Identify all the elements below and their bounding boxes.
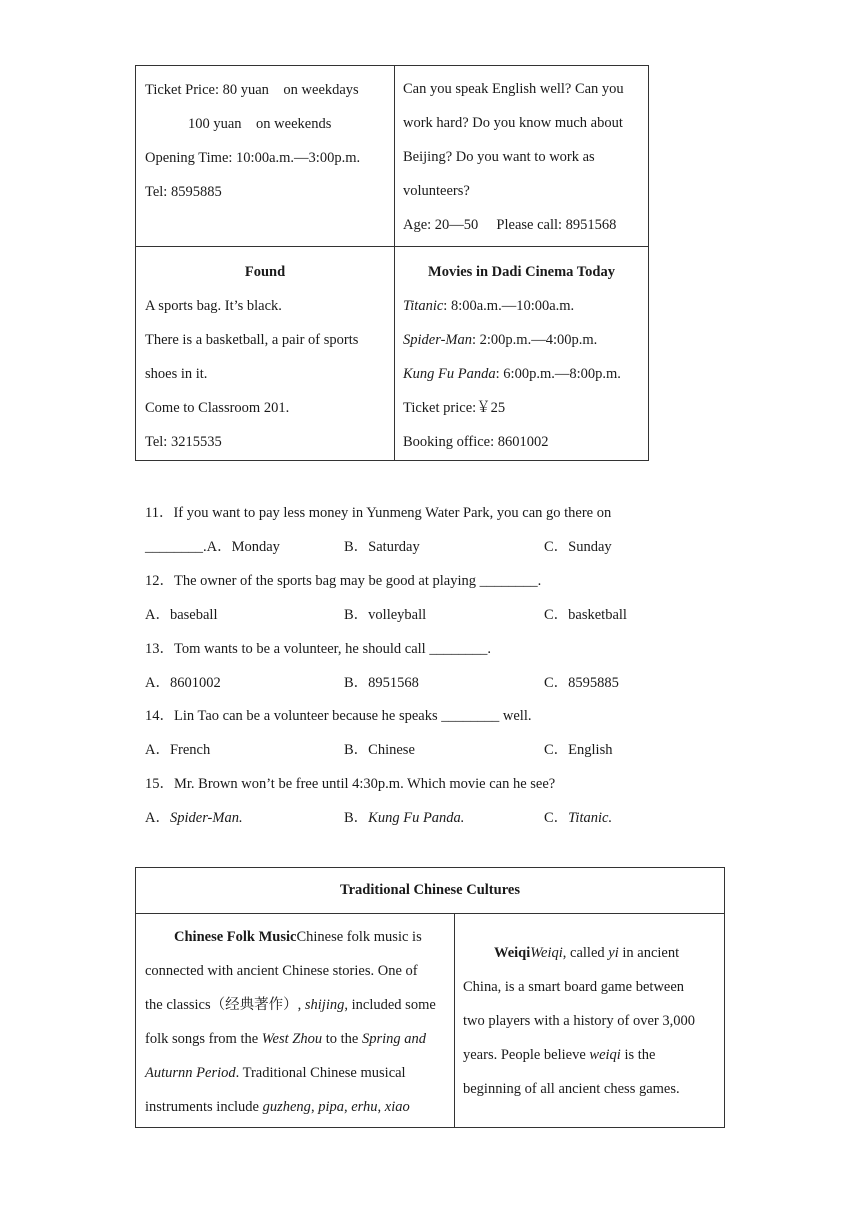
- folk-text: instruments include: [145, 1099, 263, 1115]
- volunteers-line: Beijing? Do you want to work as: [403, 149, 595, 165]
- folk-text: Auturnn Period: [145, 1065, 236, 1081]
- question-12: [145, 564, 541, 598]
- option-letter: C．: [544, 810, 569, 826]
- folk-music-line: [145, 1090, 454, 1124]
- option-letter: B．: [344, 810, 369, 826]
- notices-table: [135, 65, 649, 461]
- weiqi-text: in ancient: [618, 944, 680, 961]
- option-a[interactable]: A．French: [145, 742, 211, 758]
- volunteers-line: work hard? Do you know much about: [403, 115, 623, 131]
- question-text: If you want to pay less money in Yunmeng Water Park, you can go there on: [173, 505, 612, 521]
- question-number: 11．: [145, 505, 174, 521]
- option-b[interactable]: B．8951568: [344, 675, 419, 691]
- ticket-price-weekends: 100 yuan on weekends: [188, 116, 332, 132]
- folk-text: Chinese folk music is: [296, 929, 422, 945]
- found-line: Come to Classroom 201.: [145, 400, 290, 416]
- option-c[interactable]: [544, 801, 612, 835]
- folk-text: ,: [310, 1099, 319, 1115]
- folk-text: xiao: [384, 1099, 410, 1115]
- question-text: Lin Tao can be a volunteer because he speaks ________ well.: [174, 708, 532, 724]
- folk-text: erhu: [351, 1099, 378, 1115]
- option-b[interactable]: B．volleyball: [344, 607, 427, 623]
- volunteers-line: Can you speak English well? Can you: [403, 81, 624, 97]
- option-a[interactable]: A．8601002: [145, 675, 221, 691]
- movie-kung-fu-panda: [403, 357, 648, 391]
- found-tel: Tel: 3215535: [145, 434, 222, 450]
- movie-name: Spider-Man: [403, 332, 472, 348]
- found-notice: [136, 247, 395, 461]
- question-number: 15．: [145, 776, 174, 792]
- folk-music-line: [145, 1022, 454, 1056]
- weiqi-line: two players with a history of over 3,000: [463, 1012, 695, 1029]
- question-13: [145, 632, 491, 666]
- cinema-ticket-price: Ticket price:￥25: [403, 400, 506, 416]
- weiqi-text: is the: [620, 1046, 656, 1063]
- option-movie-title: Spider-Man.: [169, 810, 243, 826]
- movie-titanic: [403, 289, 648, 323]
- option-b[interactable]: [344, 801, 464, 835]
- folk-text: Spring and: [361, 1031, 427, 1047]
- weiqi-cell: [455, 914, 725, 1128]
- option-letter: A．: [145, 810, 170, 826]
- weiqi-heading: Weiqi: [494, 944, 531, 961]
- movie-time: : 6:00p.m.—8:00p.m.: [495, 366, 621, 382]
- folk-text: West Zhou: [261, 1031, 323, 1047]
- question-14: [145, 699, 531, 733]
- found-line: shoes in it.: [145, 366, 208, 382]
- question-text: Tom wants to be a volunteer, he should call ________.: [174, 641, 491, 657]
- question-11-continuation: [145, 530, 280, 564]
- cinema-title: Movies in Dadi Cinema Today: [428, 264, 615, 280]
- movie-time: : 8:00a.m.—10:00a.m.: [443, 298, 575, 314]
- question-text: The owner of the sports bag may be good at playing ________.: [174, 573, 542, 589]
- folk-music-cell: [136, 914, 455, 1128]
- option-movie-title: Kung Fu Panda.: [368, 810, 465, 826]
- found-line: A sports bag. It’s black.: [145, 298, 282, 314]
- option-a[interactable]: A．baseball: [145, 607, 218, 623]
- weiqi-line: beginning of all ancient chess games.: [463, 1080, 680, 1097]
- question-11: [145, 496, 611, 530]
- question-number: 14．: [145, 708, 174, 724]
- weiqi-line: [463, 936, 724, 970]
- volunteers-notice: [395, 66, 649, 247]
- option-c[interactable]: C．Sunday: [544, 539, 612, 555]
- culture-title: Traditional Chinese Cultures: [136, 868, 725, 914]
- folk-text: folk songs from the: [145, 1031, 262, 1047]
- folk-music-line: [145, 920, 454, 954]
- folk-text: pipa: [318, 1099, 344, 1115]
- question-number: 12．: [145, 573, 174, 589]
- folk-text: , included some: [344, 997, 436, 1013]
- option-c[interactable]: C．8595885: [544, 675, 619, 691]
- option-c[interactable]: C．basketball: [544, 607, 627, 623]
- folk-music-line: connected with ancient Chinese stories. One of: [145, 963, 418, 979]
- folk-text: ,: [343, 1099, 352, 1115]
- found-title: Found: [244, 264, 286, 280]
- weiqi-text: Weiqi: [530, 944, 563, 961]
- folk-text: ,: [377, 1099, 385, 1115]
- movie-name: Kung Fu Panda: [403, 366, 496, 382]
- question-text: Mr. Brown won’t be free until 4:30p.m. Which movie can he see?: [174, 776, 556, 792]
- opening-time: Opening Time: 10:00a.m.—3:00p.m.: [145, 150, 361, 166]
- folk-music-line: [145, 1056, 454, 1090]
- answer-blank: ________.: [145, 539, 207, 555]
- folk-music-line: [145, 988, 454, 1022]
- volunteers-age-call: Age: 20—50 Please call: 8951568: [403, 217, 617, 233]
- found-line: There is a basketball, a pair of sports: [145, 332, 359, 348]
- weiqi-text: yi: [608, 944, 619, 961]
- weiqi-line: China, is a smart board game between: [463, 978, 685, 995]
- water-park-notice: [136, 66, 395, 247]
- option-c[interactable]: C．English: [544, 742, 613, 758]
- weiqi-text: years. People believe: [463, 1046, 590, 1063]
- ticket-price-weekdays: Ticket Price: 80 yuan on weekdays: [145, 82, 359, 98]
- movie-time: : 2:00p.m.—4:00p.m.: [471, 332, 598, 348]
- folk-text: guzheng: [262, 1099, 311, 1115]
- option-b[interactable]: B．Saturday: [344, 539, 420, 555]
- cinema-booking-office: Booking office: 8601002: [403, 434, 549, 450]
- folk-text: . Traditional Chinese musical: [235, 1065, 406, 1081]
- water-park-tel: Tel: 8595885: [145, 184, 222, 200]
- weiqi-text: weiqi: [589, 1046, 621, 1063]
- folk-text: shijing: [304, 997, 345, 1013]
- cinema-notice: [395, 247, 649, 461]
- option-b[interactable]: B．Chinese: [344, 742, 415, 758]
- movie-name: Titanic: [403, 298, 444, 314]
- option-a[interactable]: [145, 801, 243, 835]
- movie-spider-man: [403, 323, 648, 357]
- option-movie-title: Titanic.: [568, 810, 613, 826]
- folk-music-heading: Chinese Folk Music: [174, 929, 297, 945]
- option-a[interactable]: A．Monday: [206, 539, 280, 555]
- weiqi-text: , called: [562, 944, 609, 961]
- question-number: 13．: [145, 641, 174, 657]
- folk-text: the classics（经典著作）,: [145, 997, 305, 1013]
- volunteers-line: volunteers?: [403, 183, 470, 199]
- culture-table: [135, 867, 725, 1128]
- weiqi-line: [463, 1038, 724, 1072]
- question-15: [145, 767, 555, 801]
- folk-text: to the: [322, 1031, 362, 1047]
